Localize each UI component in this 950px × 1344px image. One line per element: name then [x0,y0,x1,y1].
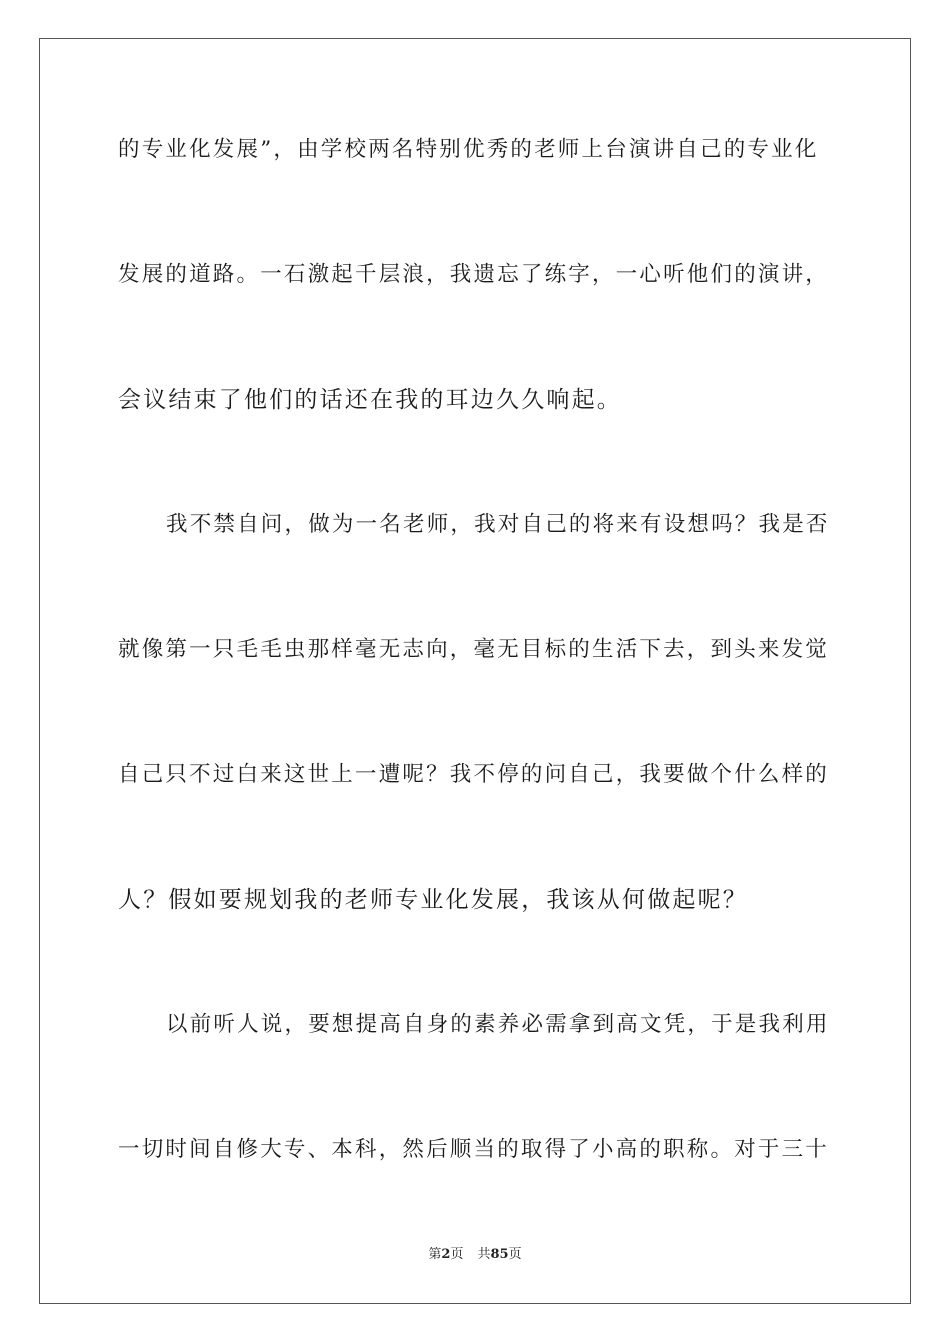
text-line-2: 发展的道路。一石激起千层浪，我遗忘了练字，一心听他们的演讲， [118,262,830,287]
page-number: 2 [441,1247,451,1262]
text-line-7: 人？假如要规划我的老师专业化发展，我该从何做起呢？ [118,887,748,913]
total-pages: 85 [490,1247,509,1262]
text-line-5: 就像第一只毛毛虫那样毫无志向，毫无目标的生活下去，到头来发觉 [118,637,830,662]
page-border [39,38,911,1304]
text-line-4: 我不禁自问，做为一名老师，我对自己的将来有设想吗？我是否 [166,512,830,537]
text-line-9: 一切时间自修大专、本科，然后顺当的取得了小高的职称。对于三十 [118,1137,830,1162]
page-footer [0,1246,950,1264]
page-suffix: 页 [450,1247,464,1262]
page-prefix: 第 [428,1247,442,1262]
text-line-6: 自己只不过白来这世上一遭呢？我不停的问自己，我要做个什么样的 [118,762,830,787]
text-line-8: 以前听人说，要想提高自身的素养必需拿到高文凭，于是我利用 [166,1012,830,1037]
text-line-3: 会议结束了他们的话还在我的耳边久久响起。 [118,387,622,413]
total-prefix: 共 [477,1247,491,1262]
text-line-1: 的专业化发展”，由学校两名特别优秀的老师上台演讲自己的专业化 [118,137,819,162]
total-suffix: 页 [508,1247,522,1262]
